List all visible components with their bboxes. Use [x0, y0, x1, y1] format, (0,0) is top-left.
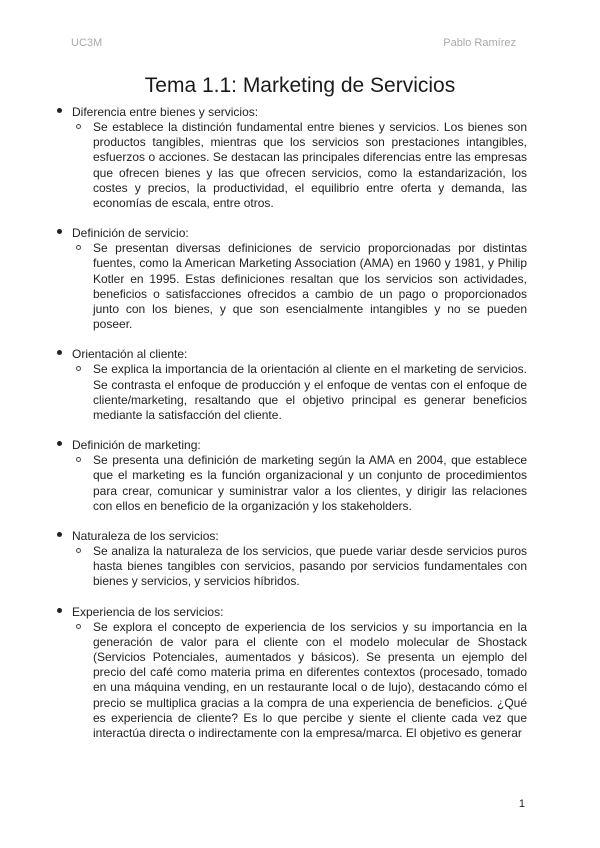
section-naturaleza [0, 528, 600, 590]
section-definicion-servicio [0, 225, 600, 332]
bullet-dot-icon [57, 350, 62, 355]
sub-item [0, 544, 600, 590]
section-heading: Experiencia de los servicios: [72, 604, 224, 619]
section-text: Se explora el concepto de experiencia de los servicios y su importancia en la generación de valor para el cliente con el modelo molecular de Shostack (Servicios Potenciales, aumentados y básicos). Se presenta un ejemplo del precio del café como materia prima en diferentes contextos (procesado, tomado en una máquina vending, en un restaurante local o de lujo), destacando cómo el precio se multiplica gracias a la compra de una experiencia de beneficios. ¿Qué es experiencia de cliente? Es lo que percibe y siente el cliente cada vez que interactúa directa o indirectamente con la empresa/marca. El objetivo es generar [93, 619, 527, 741]
bullet-circle-icon [76, 548, 81, 553]
bullet-circle-icon [76, 124, 81, 129]
section-text: Se presenta una definición de marketing según la AMA en 2004, que establece que el marketing es la función organizacional y un conjunto de procedimientos para crear, comunicar y suministrar valor a los clientes, y dirigir las relaciones con ellos en beneficio de la organización y los stakeholders. [93, 453, 527, 513]
section-heading: Naturaleza de los servicios: [72, 529, 219, 544]
bullet-dot-icon [57, 608, 62, 613]
bullet-circle-icon [76, 245, 81, 250]
bullet-circle-icon [76, 457, 81, 462]
section-text: Se explica la importancia de la orientación al cliente en el marketing de servicios. Se contrasta el enfoque de producción y el enfoque de ventas con el enfoque de cliente/marketing, resaltando que el objetivo principal es generar beneficios mediante la satisfacción del cliente. [93, 362, 527, 423]
section-heading: Definición de servicio: [72, 226, 189, 241]
section-text: Se analiza la naturaleza de los servicios, que puede variar desde servicios puros hasta bienes tangibles con servicios, pasando por servicios fundamentales con bienes y servicios, y servicios híbridos. [93, 544, 527, 589]
section-heading: Orientación al cliente: [72, 347, 188, 362]
content [0, 104, 600, 755]
section-heading: Definición de marketing: [72, 438, 201, 453]
section-text: Se establece la distinción fundamental entre bienes y servicios. Los bienes son productos tangibles, mientras que los servicios son prestaciones intangibles, esfuerzos o acciones. Se destacan las principales diferencias entre las empresas que ofrecen bienes y las que ofrecen servicios, como la estandarización, los costes y precios, la productividad, el equilibrio entre oferta y demanda, las economías de escala, entre otros. [93, 120, 527, 211]
section-definicion-marketing [0, 437, 600, 514]
section-experiencia [0, 604, 600, 742]
header-left: UC3M [71, 37, 103, 49]
bullet-dot-icon [57, 441, 62, 446]
bullet-dot-icon [57, 229, 62, 234]
sub-item [0, 120, 600, 211]
bullet-circle-icon [76, 366, 81, 371]
sub-item [0, 241, 600, 332]
sub-item [0, 362, 600, 423]
bullet-circle-icon [76, 624, 81, 629]
bullet-dot-icon [57, 532, 62, 537]
page-title: Tema 1.1: Marketing de Servicios [144, 74, 456, 97]
section-text: Se presentan diversas definiciones de servicio proporcionadas por distintas fuentes, como la American Marketing Association (AMA) en 1960 y 1981, y Philip Kotler en 1995. Estas definiciones resaltan que los servicios son actividades, beneficios o satisfacciones ofrecidos a cambio de un pago o proporcionados junto con los bienes, y que son esencialmente intangibles y no se pueden poseer. [93, 241, 527, 332]
sub-item [0, 620, 600, 742]
page-number: 1 [518, 798, 525, 810]
bullet-dot-icon [57, 108, 62, 113]
header-right: Pablo Ramírez [443, 37, 516, 49]
sub-item [0, 453, 600, 514]
section-heading: Diferencia entre bienes y servicios: [72, 105, 259, 119]
section-diferencia [0, 104, 600, 211]
section-orientacion [0, 346, 600, 423]
